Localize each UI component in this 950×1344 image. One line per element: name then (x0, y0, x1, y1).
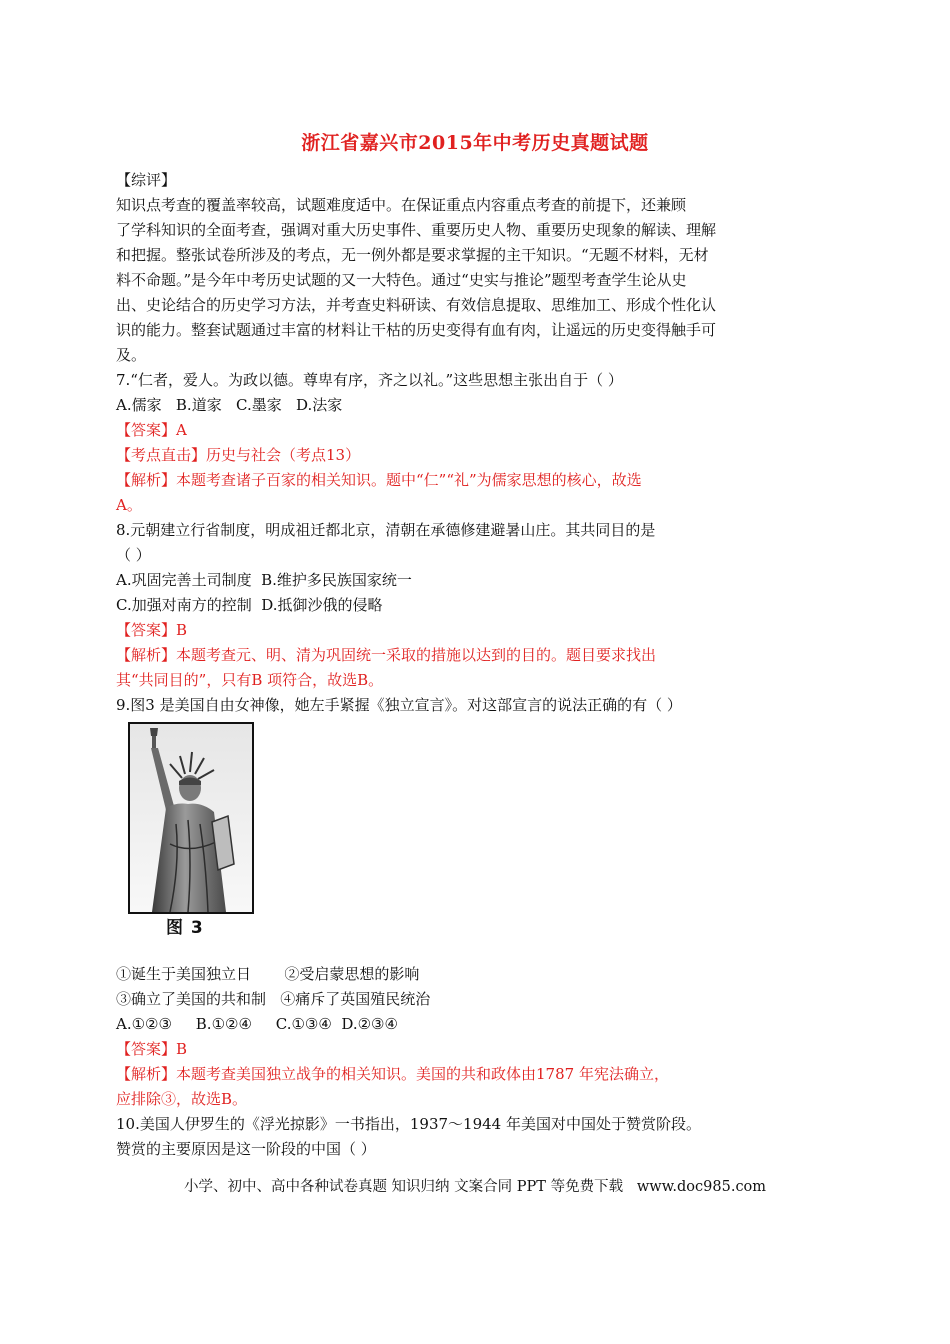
document-body-continued (116, 962, 806, 1162)
q8-analysis: 【解析】本题考查元、明、清为巩固统一采取的措施以达到的目的。题目要求找出 (116, 646, 657, 664)
summary-line: 了学科知识的全面考查，强调对重大历史事件、重要历史人物、重要历史现象的解读、理解 (116, 221, 717, 239)
q9-statements: ③确立了美国的共和制 ④痛斥了英国殖民统治 (116, 990, 431, 1008)
q9-analysis: 应排除③，故选B。 (116, 1090, 248, 1108)
summary-line: 料不命题。”是今年中考历史试题的又一大特色。通过“史实与推论”题型考查学生论从史 (116, 271, 687, 289)
document-body (116, 168, 806, 718)
q9-analysis: 【解析】本题考查美国独立战争的相关知识。美国的共和政体由1787 年宪法确立， (116, 1065, 669, 1083)
q9-statements: ①诞生于美国独立日 ②受启蒙思想的影响 (116, 965, 420, 983)
q8-options: A.巩固完善土司制度 B.维护多民族国家统一 (116, 571, 412, 589)
q8-answer: 【答案】B (116, 621, 188, 639)
q7-point: 【考点直击】历史与社会（考点13） (116, 446, 361, 464)
statue-of-liberty-figure (124, 720, 254, 940)
summary-line: 识的能力。整套试题通过丰富的材料让干枯的历史变得有血有肉，让遥远的历史变得触手可 (116, 321, 717, 339)
q10-stem: 赞赏的主要原因是这一阶段的中国（ ） (116, 1140, 376, 1158)
page-footer: 小学、初中、高中各种试卷真题 知识归纳 文案合同 PPT 等免费下载 www.doc985.com (183, 1179, 767, 1195)
q9-stem: 9.图3 是美国自由女神像，她左手紧握《独立宣言》。对这部宣言的说法正确的有（ ） (116, 696, 682, 714)
q8-options: C.加强对南方的控制 D.抵御沙俄的侵略 (116, 596, 383, 614)
q9-options: A.①②③ B.①②④ C.①③④ D.②③④ (116, 1015, 398, 1033)
q7-options: A.儒家 B.道家 C.墨家 D.法家 (116, 396, 343, 414)
q8-stem: （ ） (116, 546, 151, 564)
page-title: 浙江省嘉兴市2015年中考历史真题试题 (301, 132, 649, 154)
summary-line: 和把握。整张试卷所涉及的考点，无一例外都是要求掌握的主干知识。“无题不材料，无材 (116, 246, 709, 264)
q7-answer: 【答案】A (116, 421, 187, 439)
q8-stem: 8.元朝建立行省制度，明成祖迁都北京，清朝在承德修建避暑山庄。其共同目的是 (116, 521, 656, 539)
summary-line: 出、史论结合的历史学习方法，并考查史料研读、有效信息提取、思维加工、形成个性化认 (116, 296, 717, 314)
q7-analysis: A。 (116, 496, 142, 514)
summary-line: 知识点考查的覆盖率较高，试题难度适中。在保证重点内容重点考查的前提下，还兼顾 (116, 196, 687, 214)
q7-stem: 7.“仁者，爱人。为政以德。尊卑有序，齐之以礼。”这些思想主张出自于（ ） (116, 371, 623, 389)
summary-heading: 【综评】 (116, 171, 177, 189)
q9-answer: 【答案】B (116, 1040, 188, 1058)
q7-analysis: 【解析】本题考查诸子百家的相关知识。题中“仁”“礼”为儒家思想的核心，故选 (116, 471, 642, 489)
q8-analysis: 其“共同目的”，只有B 项符合，故选B。 (116, 671, 384, 689)
statue-of-liberty-image (128, 722, 254, 914)
figure-caption: 图 3 (166, 918, 204, 938)
q10-stem: 10.美国人伊罗生的《浮光掠影》一书指出，1937～1944 年美国对中国处于赞赏阶段。 (116, 1115, 701, 1133)
summary-line: 及。 (116, 346, 147, 364)
